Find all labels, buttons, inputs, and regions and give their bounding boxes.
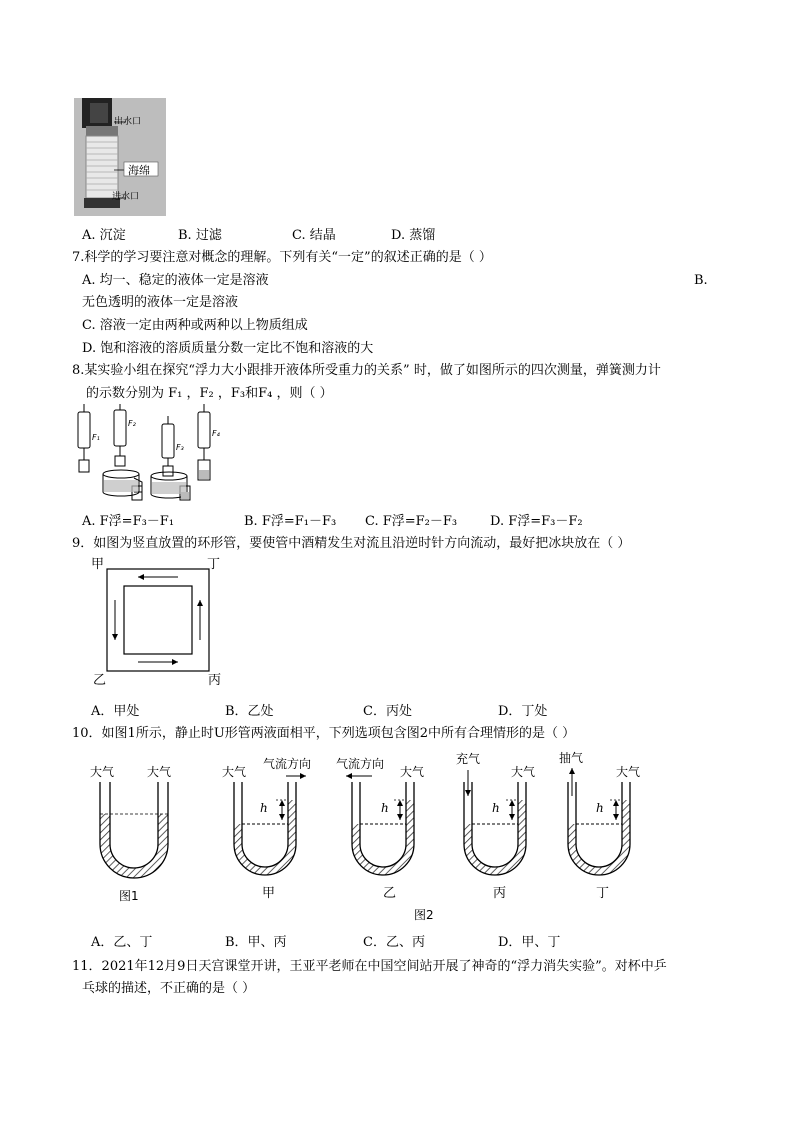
jia-caption: 甲 [262, 886, 276, 901]
q8-label-f2: F₂ [128, 419, 136, 428]
q8-stem-line1: 8.某实验小组在探究“浮力大小跟排开液体所受重力的关系” 时，做了如图所示的四次测量，弹簧测力计 [72, 363, 661, 378]
q6-option-b: B. 过滤 [178, 228, 222, 243]
q8-label-f4: F₄ [212, 429, 220, 438]
label-outlet: 出水口 [114, 117, 142, 127]
q9-option-b: B．乙处 [225, 704, 274, 719]
q8-stem-line2: 的示数分别为 F₁ ，F₂ ，F₃和F₄ ，则（ ） [86, 386, 333, 401]
ding-caption: 丁 [596, 886, 610, 901]
label-sponge: 海绵 [128, 164, 150, 177]
q7-option-a: A. 均一、稳定的液体一定是溶液 [82, 273, 269, 288]
u-tube-fig1 [94, 782, 174, 882]
bing-h: h [492, 801, 500, 815]
q9-option-d: D．丁处 [498, 704, 548, 719]
q9-corner-bing: 丙 [208, 673, 222, 688]
q9-option-c: C．丙处 [363, 704, 412, 719]
yi-caption: 乙 [383, 886, 397, 901]
q8-option-d: D. F浮=F₃－F₂ [490, 514, 583, 529]
q9-stem: 9．如图为竖直放置的环形管，要使管中酒精发生对流且沿逆时针方向流动，最好把冰块放在（ ） [72, 536, 631, 551]
bing-caption: 丙 [493, 886, 507, 901]
fig1-caption: 图1 [119, 889, 139, 903]
q8-label-f3: F₃ [176, 443, 184, 452]
q6-option-c: C. 结晶 [292, 228, 336, 243]
yi-h: h [381, 801, 389, 815]
q8-label-f1: F₁ [92, 433, 100, 442]
q9-corner-yi: 乙 [93, 673, 107, 688]
fig1-atm-right: 大气 [147, 765, 172, 779]
q9-option-a: A．甲处 [91, 704, 140, 719]
yi-atm: 大气 [400, 765, 425, 779]
jia-airflow: 气流方向 [263, 757, 312, 771]
q6-option-a: A. 沉淀 [82, 228, 126, 243]
q10-option-a: A．乙、丁 [91, 935, 153, 950]
q11-stem-line2: 乓球的描述，不正确的是（ ） [82, 981, 256, 996]
q10-option-b: B．甲、丙 [225, 935, 287, 950]
bing-atm: 大气 [511, 765, 536, 779]
yi-airflow: 气流方向 [336, 757, 385, 771]
q9-corner-jia: 甲 [91, 557, 105, 572]
q8-option-c: C. F浮=F₂－F₃ [365, 514, 458, 529]
jia-h: h [260, 801, 268, 815]
u-tube-bing [462, 782, 532, 882]
q11-stem-line1: 11．2021年12月9日天宫课堂开讲，王亚平老师在中国空间站开展了神奇的“浮力消失实验”。对杯中乒 [72, 959, 667, 974]
q10-option-c: C．乙、丙 [363, 935, 425, 950]
q8-spring-scale-figure [74, 404, 224, 502]
ding-h: h [596, 801, 604, 815]
q7-option-b-letter: B. [694, 273, 708, 288]
q7-option-d: D. 饱和溶液的溶质质量分数一定比不饱和溶液的大 [82, 341, 374, 356]
q8-option-a: A. F浮=F₃－F₁ [82, 514, 175, 529]
fig2-caption: 图2 [414, 908, 434, 922]
ding-extract: 抽气 [559, 751, 584, 765]
u-tube-ding [566, 782, 636, 882]
label-inlet: 进水口 [112, 192, 140, 202]
q6-option-d: D. 蒸馏 [391, 228, 436, 243]
ring-tube-diagram [106, 568, 210, 672]
fig1-atm-left: 大气 [90, 765, 115, 779]
q10-option-d: D．甲、丁 [498, 935, 561, 950]
ding-atm: 大气 [616, 765, 641, 779]
bing-inflate: 充气 [456, 752, 481, 766]
q8-option-b: B. F浮=F₁－F₃ [244, 514, 337, 529]
q7-option-b-text: 无色透明的液体一定是溶液 [82, 295, 239, 310]
u-tube-jia [232, 782, 302, 882]
q10-stem: 10．如图1所示，静止时U形管两液面相平，下列选项包含图2中所有合理情形的是（ ） [72, 726, 576, 741]
q9-corner-ding: 丁 [207, 557, 221, 572]
q7-stem: 7.科学的学习要注意对概念的理解。下列有关“一定”的叙述正确的是（ ） [72, 250, 492, 265]
q7-option-c: C. 溶液一定由两种或两种以上物质组成 [82, 318, 308, 333]
u-tube-yi [350, 782, 420, 882]
jia-atm: 大气 [222, 765, 247, 779]
